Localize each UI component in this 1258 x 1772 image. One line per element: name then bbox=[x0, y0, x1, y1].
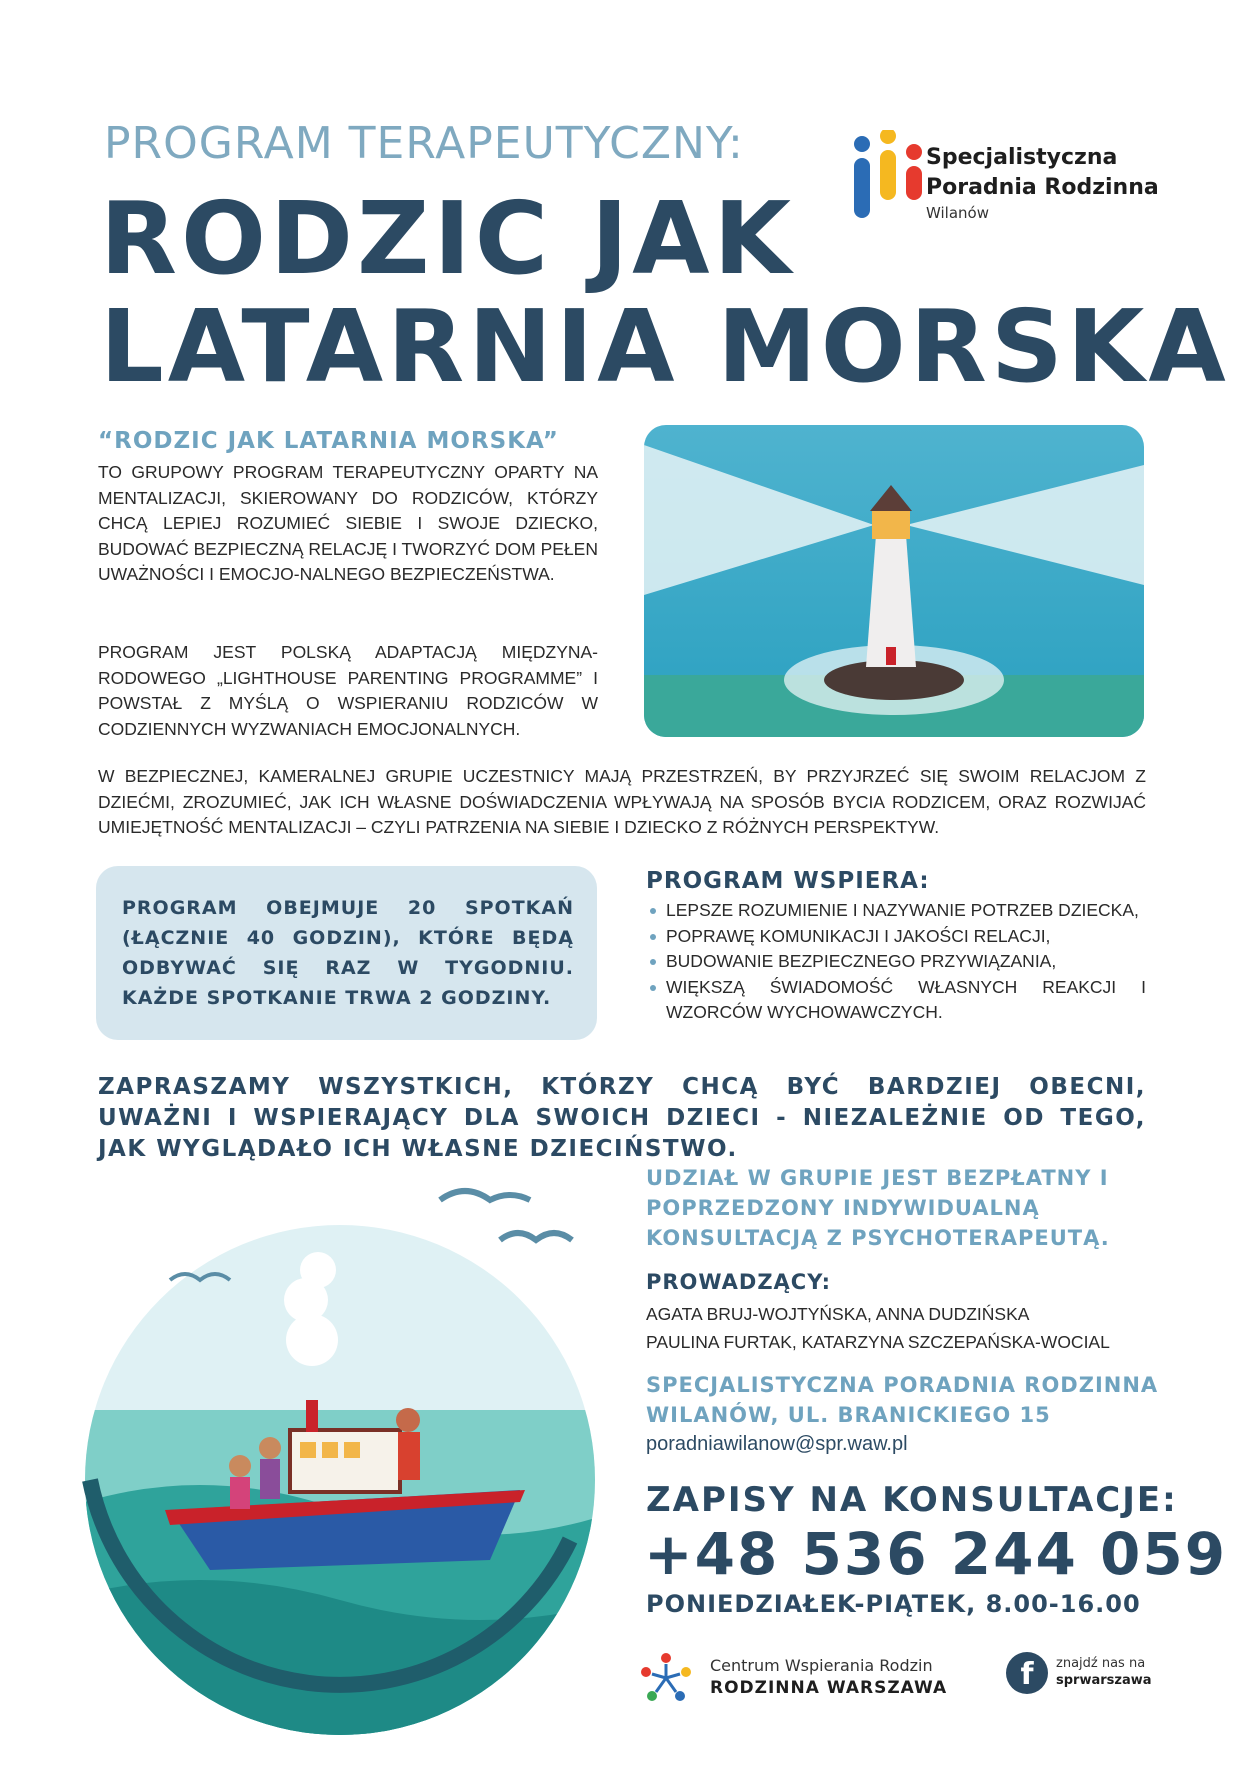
leaders-heading: PROWADZĄCY: bbox=[646, 1270, 831, 1294]
facebook-caption: znajdź nas na bbox=[1056, 1656, 1146, 1671]
address-line-2: WILANÓW, UL. BRANICKIEGO 15 bbox=[646, 1403, 1051, 1427]
footer-org-name: Centrum Wspierania Rodzin bbox=[710, 1656, 933, 1675]
email-link[interactable]: poradniawilanow@spr.waw.pl bbox=[646, 1433, 908, 1455]
participation-text: UDZIAŁ W GRUPIE JEST BEZPŁATNY I POPRZEDZONY INDYWIDUALNĄ KONSULTACJĄ Z PSYCHOTERAPEUTĄ. bbox=[646, 1166, 1110, 1250]
logo-location: Wilanów bbox=[926, 204, 989, 222]
bullet-icon bbox=[650, 985, 656, 991]
facebook-handle[interactable]: sprwarszawa bbox=[1056, 1673, 1152, 1688]
invite-text: ZAPRASZAMY WSZYSTKICH, KTÓRZY CHCĄ BYĆ BARDZIEJ OBECNI, UWAŻNI I WSPIERAJĄCY DLA SWOICH DZIECI - NIEZALEŻNIE OD TEGO, JAK WYGLĄDAŁO ICH WŁASNE DZIECIŃSTWO. bbox=[98, 1074, 1146, 1162]
supports-list bbox=[648, 898, 1146, 1026]
list-item bbox=[648, 949, 1146, 975]
footer-org-brand: RODZINNA WARSZAWA bbox=[710, 1678, 948, 1698]
leaders-line-1: AGATA BRUJ-WOJTYŃSKA, ANNA DUDZIŃSKA bbox=[646, 1304, 1030, 1324]
phone-number[interactable]: +48 536 244 059 bbox=[644, 1520, 1228, 1588]
list-item-label: WIĘKSZĄ ŚWIADOMOŚĆ WŁASNYCH REAKCJI I WZORCÓW WYCHOWAWCZYCH. bbox=[666, 976, 1146, 1022]
program-subtitle: PROGRAM TERAPEUTYCZNY: bbox=[104, 118, 744, 169]
title-line-2: LATARNIA MORSKA bbox=[100, 288, 1230, 405]
intro-paragraph-2: PROGRAM JEST POLSKĄ ADAPTACJĄ MIĘDZYNA-RODOWEGO „LIGHTHOUSE PARENTING PROGRAMME” I POWSTAŁ Z MYŚLĄ O WSPIERANIU RODZICÓW W CODZIENNYCH WYZWANIACH EMOCJONALNYCH. bbox=[98, 642, 598, 739]
lighthouse-illustration bbox=[644, 425, 1144, 737]
bullet-icon bbox=[650, 934, 656, 940]
facebook-icon[interactable]: f bbox=[1006, 1652, 1048, 1694]
logo-name-line-2: Poradnia Rodzinna bbox=[926, 175, 1159, 200]
address-line-1: SPECJALISTYCZNA PORADNIA RODZINNA bbox=[646, 1373, 1159, 1397]
signup-label: ZAPISY NA KONSULTACJE: bbox=[646, 1480, 1178, 1520]
logo-name-line-1: Specjalistyczna bbox=[926, 145, 1118, 170]
bullet-icon bbox=[650, 908, 656, 914]
logo-name bbox=[926, 143, 1159, 203]
list-item-label: POPRAWĘ KOMUNIKACJI I JAKOŚCI RELACJI, bbox=[666, 925, 1051, 946]
title-line-1: RODZIC JAK bbox=[100, 180, 796, 297]
program-info-text: PROGRAM OBEJMUJE 20 SPOTKAŃ (ŁĄCZNIE 40 GODZIN), KTÓRE BĘDĄ ODBYWAĆ SIĘ RAZ W TYGODNIU. KAŻDE SPOTKANIE TRWA 2 GODZINY. bbox=[122, 897, 574, 1009]
list-item-label: BUDOWANIE BEZPIECZNEGO PRZYWIĄZANIA, bbox=[666, 951, 1057, 971]
bullet-icon bbox=[650, 959, 656, 965]
list-item bbox=[648, 975, 1146, 1026]
list-item bbox=[648, 898, 1146, 924]
supports-heading: PROGRAM WSPIERA: bbox=[646, 868, 930, 894]
address bbox=[646, 1370, 1166, 1430]
ship-illustration bbox=[60, 1180, 620, 1740]
office-hours: PONIEDZIAŁEK-PIĄTEK, 8.00-16.00 bbox=[646, 1590, 1141, 1618]
intro-heading: “RODZIC JAK LATARNIA MORSKA” bbox=[98, 428, 559, 454]
leaders-names bbox=[646, 1300, 1110, 1356]
list-item-label: LEPSZE ROZUMIENIE I NAZYWANIE POTRZEB DZIECKA, bbox=[666, 900, 1139, 920]
list-item bbox=[648, 924, 1146, 950]
intro-paragraph-3: W BEZPIECZNEJ, KAMERALNEJ GRUPIE UCZESTNICY MAJĄ PRZESTRZEŃ, BY PRZYJRZEĆ SIĘ SWOIM RELACJOM Z DZIEĆMI, ZROZUMIEĆ, JAK ICH WŁASNE DOŚWIADCZENIA WPŁYWAJĄ NA SPOSÓB BYCIA RODZICEM, ORAZ ROZWIJAĆ UMIEJĘTNOŚĆ MENTALIZACJI – CZYLI PATRZENIA NA SIEBIE I DZIECKO Z RÓŻNYCH PERSPEKTYW. bbox=[98, 766, 1146, 837]
intro-paragraph-1: TO GRUPOWY PROGRAM TERAPEUTYCZNY OPARTY NA MENTALIZACJI, SKIEROWANY DO RODZICÓW, KTÓRZY CHCĄ LEPIEJ ROZUMIEĆ SIEBIE I SWOJE DZIECKO, BUDOWAĆ BEZPIECZNĄ RELACJĘ I TWORZYĆ DOM PEŁEN UWAŻNOŚCI I EMOCJO-NALNEGO BEZPIECZEŃSTWA. bbox=[98, 462, 598, 584]
rodzinna-warszawa-logo-icon bbox=[636, 1648, 696, 1708]
leaders-line-2: PAULINA FURTAK, KATARZYNA SZCZEPAŃSKA-WOCIAL bbox=[646, 1332, 1110, 1352]
